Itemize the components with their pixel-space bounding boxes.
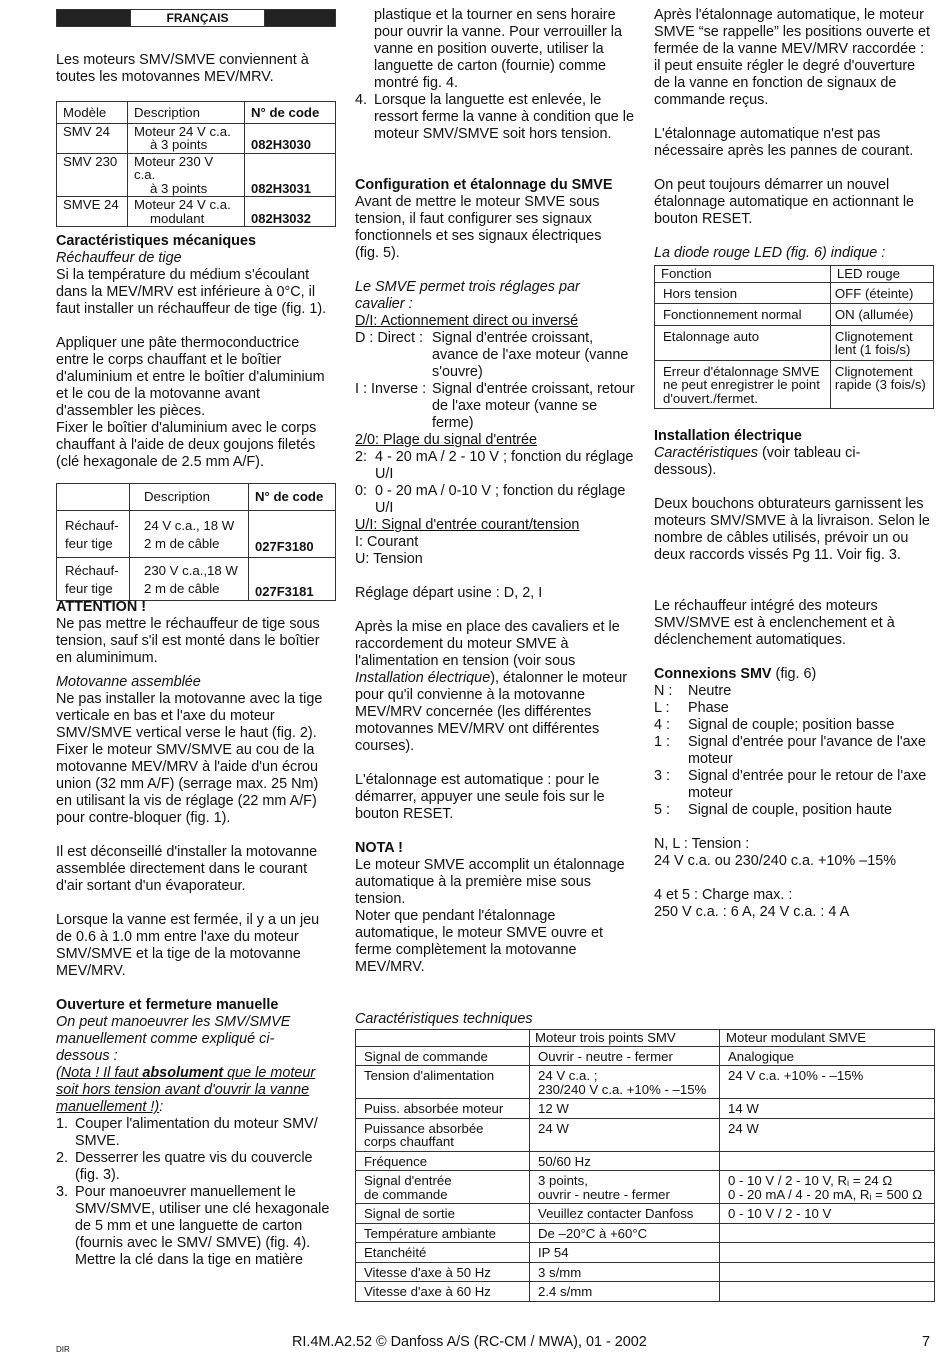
intro-text: Les moteurs SMV/SMVE conviennent à toutes les motovannes MEV/MRV.: [56, 52, 309, 85]
range-2-setting: 2: 4 - 20 mA / 2 - 10 V ; fonction du réglage U/I: [355, 449, 634, 482]
table-row: [356, 1223, 935, 1243]
heater-header-code: N° de code: [249, 484, 336, 511]
load-label: 4 et 5 : Charge max. :: [654, 887, 793, 903]
tech-smve-cell: 0 - 10 V / 2 - 10 V: [720, 1204, 935, 1224]
manual-title: Ouverture et fermeture manuelle: [56, 997, 279, 1013]
desc-cell: Moteur 24 V c.a. à 3 points: [128, 123, 245, 153]
ui-title: U/I: Signal d'entrée courant/tension: [355, 517, 580, 533]
table-row: [655, 325, 934, 360]
list-item: 5 : Signal de couple, position haute: [654, 802, 893, 818]
led-function-cell: Fonctionnement normal: [655, 304, 831, 326]
table-row: [655, 360, 934, 409]
models-header-code: N° de code: [245, 102, 336, 124]
heater-header-desc: Description: [130, 484, 249, 511]
manual-steps: [56, 1116, 336, 1269]
led-intro: La diode rouge LED (fig. 6) indique :: [654, 245, 886, 261]
heater-name-cell: Réchauf- feur tige: [57, 558, 130, 601]
tech-smve-cell: 24 W: [720, 1118, 935, 1151]
heater-code-cell: 027F3181: [249, 558, 336, 601]
code-cell: 082H3031: [245, 153, 336, 197]
nl-voltage-value: 24 V c.a. ou 230/240 c.a. +10% –15%: [654, 853, 897, 869]
led-state-cell: Clignotement rapide (3 fois/s): [830, 360, 933, 409]
manual-subtitle: On peut manoeuvrer les SMV/SMVE manuellement comme expliqué ci-dessous :: [56, 1014, 291, 1064]
assembled-paragraph-1: Ne pas installer la motovanne avec la tige verticale en bas et l'axe du moteur SMV/SMVE vertical verse le haut (fig. 2).: [56, 691, 323, 741]
list-item: N : Neutre: [654, 683, 732, 699]
col3-paragraph-3: On peut toujours démarrer un nouvel étalonnage automatique en actionnant le bouton RESET.: [654, 177, 915, 227]
range-0-setting: 0: 0 - 20 mA / 0-10 V ; fonction du réglage U/I: [355, 483, 626, 516]
ui-current: I: Courant: [355, 534, 419, 550]
list-item: 1. Couper l'alimentation du moteur SMV/ SMVE.: [56, 1116, 318, 1149]
manual-note: (Nota ! Il faut absolument que le moteur soit hors tension avant d'ouvrir la vanne manuellement !):: [56, 1065, 316, 1115]
tech-smv-cell: 3 points, ouvrir - neutre - fermer: [530, 1171, 720, 1204]
table-row: [57, 511, 336, 558]
heater-subtitle: Réchauffeur de tige: [56, 250, 182, 266]
config-paragraph: Avant de mettre le moteur SMVE sous tension, il faut configurer ses signaux fonctionnels et ses signaux électriques (fig. 5).: [355, 194, 602, 261]
language-header: [56, 9, 336, 27]
tech-label-cell: Vitesse d'axe à 50 Hz: [356, 1262, 530, 1282]
heater-desc-cell: 230 V c.a.,18 W 2 m de câble: [130, 558, 249, 601]
tech-label-cell: Vitesse d'axe à 60 Hz: [356, 1282, 530, 1302]
tech-smve-cell: [720, 1282, 935, 1302]
list-item: 3. Pour manoeuvrer manuellement le SMV/SMVE, utiliser une clé hexagonale de 5 mm et une languette de carton (fournis avec le SMV/ SMVE) (fig. 4). Mettre la clé dans la tige en matière: [56, 1184, 330, 1268]
tech-table: [355, 1029, 935, 1302]
tech-header-blank: [356, 1030, 530, 1047]
model-cell: SMVE 24: [57, 197, 128, 227]
tech-smv-cell: 24 V c.a. ; 230/240 V c.a. +10% - –15%: [530, 1066, 720, 1099]
tech-label-cell: Signal d'entrée de commande: [356, 1171, 530, 1204]
tech-label-cell: Signal de commande: [356, 1046, 530, 1066]
table-row: [356, 1171, 935, 1204]
nota-paragraph-1: Le moteur SMVE accomplit un étalonnage automatique à la première mise sous tension.: [355, 857, 625, 907]
ui-voltage: U: Tension: [355, 551, 423, 567]
heater-name-cell: Réchauf- feur tige: [57, 511, 130, 558]
led-header-function: Fonction: [655, 266, 831, 283]
list-item: 1 : Signal d'entrée pour l'avance de l'axe moteur: [654, 734, 926, 767]
tech-smve-cell: [720, 1223, 935, 1243]
table-row: [356, 1204, 935, 1224]
after-jumpers-paragraph: Après la mise en place des cavaliers et le raccordement du moteur SMVE à l'alimentation en tension (voir sous Installation électrique), étalonner le moteur pour qu'il convienne à la motovanne MEV/MRV concernée (les différentes motovannes MEV/MRV ont différentes courses).: [355, 619, 627, 754]
step3-continued: plastique et la tourner en sens horaire pour ouvrir la vanne. Pour verrouiller la vanne en position ouverte, utiliser la languette de carton (fournie) comme montré fig. 4.: [374, 7, 622, 91]
tech-smv-cell: Veuillez contacter Danfoss: [530, 1204, 720, 1224]
table-row: [356, 1118, 935, 1151]
assembled-paragraph-4: Lorsque la vanne est fermée, il y a un jeu de 0.6 à 1.0 mm entre l'axe du moteur SMV/SMVE et la tige de la motovanne MEV/MRV.: [56, 912, 320, 979]
led-function-cell: Hors tension: [655, 282, 831, 304]
di-title: D/I: Actionnement direct ou inversé: [355, 313, 579, 329]
table-row: [57, 197, 336, 227]
assembled-paragraph-3: Il est déconseillé d'installer la motovanne assemblée directement dans le courant d'air sortant d'un évaporateur.: [56, 844, 318, 894]
tech-label-cell: Tension d'alimentation: [356, 1066, 530, 1099]
tech-smve-cell: 14 W: [720, 1099, 935, 1119]
nl-voltage-label: N, L : Tension :: [654, 836, 750, 852]
model-cell: SMV 24: [57, 123, 128, 153]
list-item: 4. Lorsque la languette est enlevée, le ressort ferme la vanne à condition que le moteur SMV/SMVE soit hors tension.: [355, 92, 634, 142]
led-state-cell: OFF (éteinte): [830, 282, 933, 304]
tech-label-cell: Puissance absorbée corps chauffant: [356, 1118, 530, 1151]
tech-label-cell: Signal de sortie: [356, 1204, 530, 1224]
desc-cell: Moteur 230 V c.a. à 3 points: [128, 153, 245, 197]
load-value: 250 V c.a. : 6 A, 24 V c.a. : 4 A: [654, 904, 850, 920]
list-item: 4 : Signal de couple; position basse: [654, 717, 895, 733]
assembled-subtitle: Motovanne assemblée: [56, 674, 201, 690]
attention-text: Ne pas mettre le réchauffeur de tige sous tension, sauf s'il est monté dans le boîtier en aluminimum.: [56, 616, 320, 666]
list-item: L : Phase: [654, 700, 729, 716]
led-header-led: LED rouge: [830, 266, 933, 283]
table-row: [356, 1243, 935, 1263]
install-title: Installation électrique: [654, 428, 802, 444]
code-cell: 082H3030: [245, 123, 336, 153]
tech-smve-cell: [720, 1262, 935, 1282]
tech-header-smv: Moteur trois points SMV: [530, 1030, 720, 1047]
table-row: [57, 153, 336, 197]
tech-smv-cell: 50/60 Hz: [530, 1151, 720, 1171]
heater-paragraph-3: Fixer le boîtier d'aluminium avec le corps chauffant à l'aide de deux goujons filetés (clé hexagonale de 2.5 mm A/F).: [56, 420, 317, 470]
tech-label-cell: Puiss. absorbée moteur: [356, 1099, 530, 1119]
table-row: [57, 558, 336, 601]
table-row: [356, 1151, 935, 1171]
led-state-cell: Clignotement lent (1 fois/s): [830, 325, 933, 360]
models-header-desc: Description: [128, 102, 245, 124]
auto-calibration-paragraph: L'étalonnage est automatique : pour le démarrer, appuyer une seule fois sur le bouton RESET.: [355, 772, 605, 822]
install-subtitle: Caractéristiques (voir tableau ci-dessous).: [654, 445, 861, 478]
heater-paragraph-1: Si la température du médium s'écoulant dans la MEV/MRV est inférieure à 0°C, il faut installer un réchauffeur de tige (fig. 1).: [56, 267, 327, 317]
tech-caption: Caractéristiques techniques: [355, 1011, 533, 1027]
col3-paragraph-1: Après l'étalonnage automatique, le moteur SMVE “se rappelle” les positions ouverte et fermée de la vanne MEV/MRV raccordée : il peut ensuite régler le degré d'ouverture de la vanne en fonction de signaux de commande reçus.: [654, 7, 930, 108]
factory-setting: Réglage départ usine : D, 2, I: [355, 585, 543, 601]
tech-smv-cell: 3 s/mm: [530, 1262, 720, 1282]
list-item: 2. Desserrer les quatre vis du couvercle (fig. 3).: [56, 1150, 313, 1183]
heater-code-cell: 027F3180: [249, 511, 336, 558]
tech-smve-cell: 0 - 10 V / 2 - 10 V, Rᵢ = 24 Ω 0 - 20 mA / 4 - 20 mA, Rᵢ = 500 Ω: [720, 1171, 935, 1204]
mech-title: Caractéristiques mécaniques: [56, 233, 256, 249]
tech-smv-cell: Ouvrir - neutre - fermer: [530, 1046, 720, 1066]
code-cell: 082H3032: [245, 197, 336, 227]
table-row: [356, 1066, 935, 1099]
tech-smve-cell: [720, 1243, 935, 1263]
tech-label-cell: Etanchéité: [356, 1243, 530, 1263]
led-table: [654, 265, 934, 409]
tech-label-cell: Fréquence: [356, 1151, 530, 1171]
tech-smv-cell: 24 W: [530, 1118, 720, 1151]
install-paragraph-2: Le réchauffeur intégré des moteurs SMV/SMVE est à enclenchement et à déclenchement automatiques.: [654, 598, 895, 648]
tech-smve-cell: [720, 1151, 935, 1171]
nota-title: NOTA !: [355, 840, 403, 856]
table-row: [57, 123, 336, 153]
led-function-cell: Etalonnage auto: [655, 325, 831, 360]
footer-dir: DIR: [56, 1345, 70, 1354]
tech-smv-cell: IP 54: [530, 1243, 720, 1263]
jumper-intro: Le SMVE permet trois réglages par cavalier :: [355, 279, 580, 312]
direct-setting: D : Direct : Signal d'entrée croissant, avance de l'axe moteur (vanne s'ouvre): [355, 330, 629, 380]
install-paragraph-1: Deux bouchons obturateurs garnissent les moteurs SMV/SMVE à la livraison. Selon le nombre de câbles utilisés, prévoir un ou deux raccords vissés Pg 11. Voir fig. 3.: [654, 496, 930, 563]
attention-title: ATTENTION !: [56, 599, 147, 615]
inverse-setting: I : Inverse : Signal d'entrée croissant, retour de l'axe moteur (vanne se ferme): [355, 381, 635, 431]
led-function-cell: Erreur d'étalonnage SMVE ne peut enregistrer le point d'ouvert./fermet.: [655, 360, 831, 409]
config-title: Configuration et étalonnage du SMVE: [355, 177, 613, 193]
heater-paragraph-2: Appliquer une pâte thermoconductrice entre le corps chauffant et le boîtier d'aluminium et entre le boîtier d'aluminium et le cou de la motovanne avant d'assembler les pièces.: [56, 335, 325, 419]
heater-desc-cell: 24 V c.a., 18 W 2 m de câble: [130, 511, 249, 558]
table-row: [356, 1099, 935, 1119]
connections-list: [654, 683, 936, 819]
assembled-paragraph-2: Fixer le moteur SMV/SMVE au cou de la motovanne MEV/MRV à l'aide d'un écrou union (32 mm A/F) (serrage max. 25 Nm) en utilisant la vis de réglage (22 mm A/F) pour contre-bloquer (fig. 1).: [56, 742, 319, 826]
footer-reference: RI.4M.A2.52 © Danfoss A/S (RC-CM / MWA), 01 - 2002: [292, 1334, 647, 1350]
heater-table: [56, 483, 336, 601]
col3-paragraph-2: L'étalonnage automatique n'est pas nécessaire après les pannes de courant.: [654, 126, 914, 159]
page-number: 7: [922, 1334, 931, 1350]
tech-smv-cell: De –20°C à +60°C: [530, 1223, 720, 1243]
connections-title: Connexions SMV (fig. 6): [654, 666, 817, 682]
table-row: [356, 1282, 935, 1302]
tech-header-smve: Moteur modulant SMVE: [720, 1030, 935, 1047]
tech-smve-cell: Analogique: [720, 1046, 935, 1066]
table-row: [655, 282, 934, 304]
models-header-model: Modèle: [57, 102, 128, 124]
list-item: 3 : Signal d'entrée pour le retour de l'axe moteur: [654, 768, 927, 801]
range-title: 2/0: Plage du signal d'entrée: [355, 432, 537, 448]
tech-label-cell: Température ambiante: [356, 1223, 530, 1243]
table-row: [356, 1046, 935, 1066]
heater-header-blank: [57, 484, 130, 511]
model-cell: SMV 230: [57, 153, 128, 197]
models-table: [56, 101, 336, 227]
nota-paragraph-2: Noter que pendant l'étalonnage automatique, le moteur SMVE ouvre et ferme complètement la motovanne MEV/MRV.: [355, 908, 603, 975]
led-state-cell: ON (allumée): [830, 304, 933, 326]
table-row: [356, 1262, 935, 1282]
desc-cell: Moteur 24 V c.a. modulant: [128, 197, 245, 227]
table-row: [655, 304, 934, 326]
tech-smv-cell: 2.4 s/mm: [530, 1282, 720, 1302]
tech-smv-cell: 12 W: [530, 1099, 720, 1119]
language-label: FRANÇAIS: [166, 11, 229, 25]
tech-smve-cell: 24 V c.a. +10% - –15%: [720, 1066, 935, 1099]
